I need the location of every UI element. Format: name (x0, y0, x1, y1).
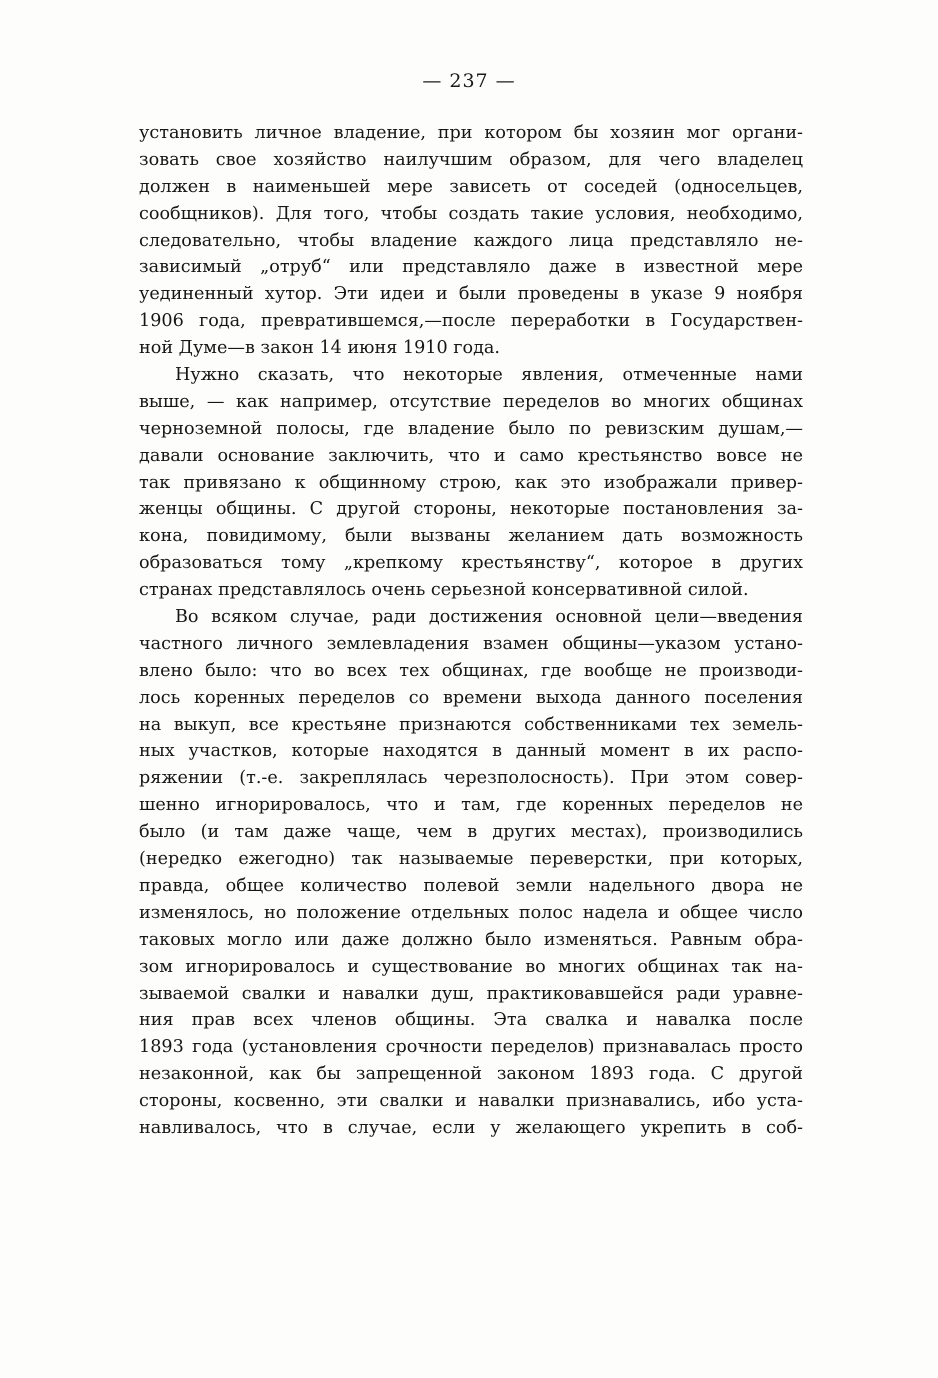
text-line: давали основание заключить, что и само крестьянство вовсе не (139, 445, 803, 466)
page-number: — 237 — (422, 70, 516, 92)
text-line: зываемой свалки и навалки душ, практиковавшейся ради уравне- (139, 983, 803, 1004)
text-line: выше, — как например, отсутствие переделов во многих общинах (139, 391, 803, 412)
text-line: влено было: что во всех тех общинах, где вообще не производи- (139, 660, 803, 681)
text-line: странах представлялось очень серьезной консервативной силой. (139, 580, 749, 601)
text-line: так привязано к общинному строю, как это изображали привер- (139, 472, 803, 493)
text-line: лось коренных переделов со времени выхода данного поселения (139, 687, 803, 708)
text-line: (нередко ежегодно) так называемые переверстки, при которых, (139, 849, 803, 870)
text-line: установить личное владение, при котором бы хозяин мог органи- (139, 123, 803, 143)
text-line: ряжении (т.-е. закреплялась черезполосность). При этом совер- (139, 768, 803, 789)
text-line: должен в наименьшей мере зависеть от соседей (односельцев, (139, 176, 803, 197)
text-line: зависимый „отруб“ или представляло даже в известной мере (139, 257, 803, 278)
text-line: Во всяком случае, ради достижения основной цели—введения (175, 607, 803, 628)
text-line: таковых могло или даже должно было изменяться. Равным обра- (139, 929, 803, 950)
text-line: зом игнорировалось и существование во многих общинах так на- (139, 956, 803, 977)
body-text (139, 120, 803, 1142)
text-line: кона, повидимому, были вызваны желанием дать возможность (139, 526, 803, 547)
text-line: стороны, косвенно, эти свалки и навалки признавались, ибо уста- (139, 1091, 803, 1112)
text-line: Нужно сказать, что некоторые явления, отмеченные нами (175, 365, 803, 386)
text-line: шенно игнорировалось, что и там, где коренных переделов не (139, 795, 803, 816)
text-line: на выкуп, все крестьяне признаются собственниками тех земель- (139, 714, 803, 735)
text-line: уединенный хутор. Эти идеи и были проведены в указе 9 ноября (139, 284, 803, 305)
text-line: следовательно, чтобы владение каждого лица представляло не- (139, 230, 803, 251)
text-line: женцы общины. С другой стороны, некоторые постановления за- (139, 499, 803, 520)
text-line: изменялось, но положение отдельных полос надела и общее число (139, 902, 803, 923)
text-line: черноземной полосы, где владение было по ревизским душам,— (139, 418, 803, 439)
text-line: правда, общее количество полевой земли надельного двора не (139, 875, 803, 896)
text-line: ния прав всех членов общины. Эта свалка и навалка после (139, 1010, 803, 1031)
text-line: частного личного землевладения взамен общины—указом устано- (139, 633, 803, 654)
text-line: было (и там даже чаще, чем в других местах), производились (139, 822, 803, 843)
text-line: незаконной, как бы запрещенной законом 1893 года. С другой (139, 1064, 803, 1085)
text-line: ной Думе—в закон 14 июня 1910 года. (139, 338, 501, 359)
text-line: 1906 года, превратившемся,—после переработки в Государствен- (139, 311, 803, 332)
text-line: зовать свое хозяйство наилучшим образом, для чего владелец (139, 149, 803, 170)
text-line: ных участков, которые находятся в данный момент в их распо- (139, 741, 803, 762)
text-line: навливалось, что в случае, если у желающего укрепить в соб- (139, 1117, 803, 1138)
text-line: 1893 года (установления срочности переделов) признавалась просто (139, 1037, 803, 1058)
text-line: сообщников). Для того, чтобы создать такие условия, необходимо, (139, 203, 803, 224)
text-line: образоваться тому „крепкому крестьянству“, которое в других (139, 553, 803, 574)
